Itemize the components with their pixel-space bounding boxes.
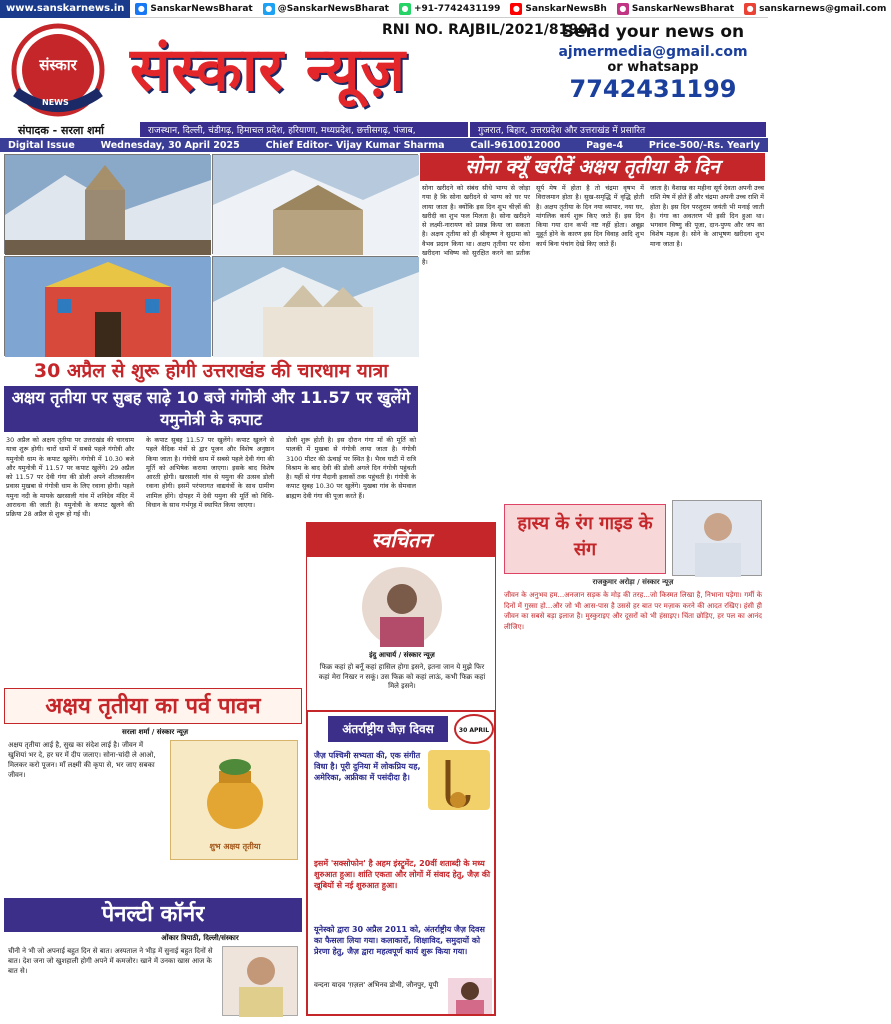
kalash-illustration (170, 740, 298, 860)
swachintan-byline: इंदु आचार्य / संस्कार न्यूज़ (369, 651, 435, 659)
social-item[interactable] (612, 3, 739, 15)
parv-byline: सरला शर्मा / संस्कार न्यूज़ (121, 728, 189, 736)
send-email[interactable]: ajmermedia@gmail.com (558, 44, 748, 60)
send-line: Send your news on (561, 22, 745, 42)
hasya-title: हास्य के रंग गाइड के संग (517, 513, 653, 560)
social-label: SanskarNewsBh (525, 3, 607, 14)
jazz-heading: अंतर्राष्ट्रीय जैज़ दिवस (328, 716, 448, 742)
chief-editor: Chief Editor- Vijay Kumar Sharma (265, 139, 445, 151)
jazz-line-1: जैज़ पश्चिमी सभ्यता की, एक संगीत विधा है। पूरी दुनिया में लोकप्रिय यह, अमेरिका, अफ्रीका में पसंदीदा है। (314, 751, 421, 782)
penalty-author-photo (222, 946, 298, 1016)
chardham-col-1: 30 अप्रैल को अक्षय तृतीया पर उत्तराखंड की चारधाम यात्रा शुरू होगी। चारों धामों में सबसे पहले गंगोत्री और यमुनोत्री धाम के कपाट खुलेंगे। गंगोत्री में 10.30 बजे और यमुनोत्री में 11.57 पर कपाट खुलेंगे। 29 अप्रैल को 11.57 पर देवी गंगा की डोली अपने शीतकालीन प्रवास मुखबा से गंगोत्री धाम के लिए रवाना होगी। पहले यमुना नदी के मायके खरसाली गांव में शनिदेव मंदिर में आराधना की जाती है। यमुनोत्री के कपाट खुलने की प्रक्रिया 28 अप्रैल से शुरू हो गई थी। (6, 436, 134, 519)
newspaper-title: संस्कार न्यूज़ (130, 35, 406, 105)
swachintan-heading: स्वचिंतन (307, 523, 495, 557)
social-label: SanskarNewsBharat (631, 3, 735, 14)
akshaya-headline: सोना क्यूँ खरीदें अक्षय तृतीया के दिन (420, 153, 765, 181)
swachintan-box (306, 522, 496, 732)
states-right: गुजरात, बिहार, उत्तरप्रदेश और उत्तराखंड में प्रसारित (470, 122, 766, 137)
issue-label: Digital Issue (8, 139, 75, 151)
twitter-icon: ● (263, 3, 275, 15)
rni-number: RNI NO. RAJBIL/2021/81903 (382, 22, 598, 38)
page-number: Page-4 (586, 139, 624, 151)
akshaya-col-1: सोना खरीदने को संबंध सीधे भाग्य से जोड़ा गया है कि सोना खरीदने से भाग्य को घर पर लाया जाता है। क्योंकि इस दिन शुभ चीज़ों की खरीदी का शुभ फल मिलता है। सोना खरीदने से लक्ष्मी-नारायण को प्रसन्न किया जा सकता है। अक्षय तृतीया को ही श्रीकृष्ण ने सुदामा को वैभव प्रदान किया था। अक्षय तृतीया पर सोना खरीदना भविष्य को सुरक्षित करने का प्रतीक है। (422, 184, 530, 267)
hasya-byline: राजकुमार अरोड़ा / संस्कार न्यूज़ (592, 578, 674, 586)
akshaya-col-2: सूर्य मेष में होता है तो चंद्रमा वृषभ में विराजमान होता है। सुख-समृद्धि में वृद्धि होती है। अक्षय तृतीया के दिन नया व्यापार, नया घर, मांगलिक कार्य शुरू किए जाते हैं। इस दिन किया गया दान कभी नष्ट नहीं होता। अबूझ मुहूर्त होने के कारण इस दिन विवाह आदि शुभ कार्य बिना पंचांग देखे किए जाते हैं। (536, 184, 644, 248)
social-item[interactable] (394, 3, 505, 15)
instagram-icon: ● (617, 3, 629, 15)
parv-heading: अक्षय तृतीया का पर्व पावन (4, 688, 302, 724)
logo-sub: NEWS (42, 98, 69, 107)
send-or: or whatsapp (607, 60, 699, 75)
social-item[interactable] (739, 3, 891, 15)
editor-name: संपादक - सरला शर्मा (18, 124, 105, 137)
kedarnath-photo (4, 154, 210, 254)
social-item[interactable] (258, 3, 394, 15)
poet-photo (362, 567, 442, 647)
chardham-subhead: अक्षय तृतीया पर सुबह साढ़े 10 बजे गंगोत्री और 11.57 पर खुलेंगे यमुनोत्री के कपाट (4, 386, 418, 432)
send-news-box (540, 22, 766, 120)
call-number: Call-9610012000 (470, 139, 561, 151)
social-label: @SanskarNewsBharat (277, 3, 389, 14)
social-item[interactable] (130, 3, 257, 15)
price: Price-500/-Rs. Yearly (648, 139, 760, 151)
chardham-col-2: के कपाट सुबह 11.57 पर खुलेंगे। कपाट खुलने से पहले वैदिक मंत्रों से द्वार पूजन और विशेष अनुष्ठान किया जाता है। गंगोत्री धाम में सबसे पहले देवी गंगा की मूर्ति को अभिषेक कराया जाएगा। इसके बाद विशेष आरती होगी। खरसाली गांव से यमुना की उत्सव डोली रवाना होगी। इसमें परंपरागत वाद्ययंत्रों के साथ ग्रामीण शामिल होंगे। दोपहर में देवी यमुना की मूर्ति को विधि-विधान के साथ गर्भगृह में स्थापित किया जाएगा। (146, 436, 274, 510)
jazz-date-badge: 30 APRIL (454, 714, 494, 744)
logo (8, 22, 118, 118)
logo-text: संस्कार (39, 56, 77, 74)
social-label: +91-7742431199 (413, 3, 501, 14)
jazz-day-box (306, 710, 496, 1016)
youtube-icon: ● (510, 3, 522, 15)
author-photo (672, 500, 762, 576)
issue-date: Wednesday, 30 April 2025 (100, 139, 240, 151)
social-label: sanskarnews@gmail.com (759, 3, 887, 14)
jazz-line-3: यूनेस्को द्वारा 30 अप्रैल 2011 को, अंतर्राष्ट्रीय जैज़ दिवस का फैसला लिया गया। कलाकारों, शिक्षाविद, समुदायों को प्रेरणा हेतु, जैज़ द्वारा महत्वपूर्ण कार्य शुरू किया गया। (314, 925, 485, 956)
jazz-author-photo (448, 978, 492, 1014)
social-bar (0, 0, 887, 18)
swachintan-poem: फिक्र कहां हो बनूँ कहां हासिल होगा इसने, इतना जान ये मुझे फिर कहां मेरा निखर न सकूं। उस फिक्र को कहां लाऊं, कभी फिक्र कहां मिले इसने। (318, 663, 486, 690)
temple-colorful-photo (4, 256, 210, 356)
site-url[interactable]: www.sanskarnews.in (0, 0, 130, 18)
issue-strip (0, 138, 768, 152)
states-left: राजस्थान, दिल्ली, चंडीगढ़, हिमाचल प्रदेश, हरियाणा, मध्यप्रदेश, छत्तीसगढ़, पंजाब, (140, 122, 468, 137)
chardham-headline: 30 अप्रैल से शुरू होगी उत्तराखंड की चारधाम यात्रा (4, 357, 418, 385)
hasya-heading (504, 504, 666, 574)
parv-poem: अक्षय तृतीया आई है, सुख का संदेश लाई है। जीवन में खुशियां भर दे, हर घर में दीप जलाए। सोना-चांदी ले आओ, मिलकर करो पूजन। माँ लक्ष्मी की कृपा से, भर जाए सबका जीवन। (8, 741, 156, 779)
badrinath-photo (212, 154, 418, 254)
akshaya-col-3: जाता है। वैशाख का महीना सूर्य देवता अपनी उच्च राशि मेष में होते हैं और चंद्रमा अपनी उच्च राशि में होता है। इस दिन परशुराम जयंती भी मनाई जाती है। गंगा का अवतरण भी इसी दिन हुआ था। भगवान विष्णु की पूजा, दान-पुण्य और जप का विशेष महत्व है। सोने के आभूषण खरीदना शुभ माना जाता है। (650, 184, 764, 248)
mail-icon: ● (744, 3, 756, 15)
facebook-icon: ● (135, 3, 147, 15)
penalty-text: चीनी ने भी जो अपनाई बहुत दिन से बात। अस्पताल ने भीड़ में सुनाई बहुत दिनों से बात। देश जना जो खुशहाली होगी अपने में कमजोर। खाने में उनका खास आज के बात से। (8, 947, 213, 975)
kalash-caption: शुभ अक्षय तृतीया (209, 842, 261, 851)
hasya-text: जीवन के अनुभव हम...अनजान सड़क के मोड़ की तरह...जो किस्मत लिखा है, निभाना पड़ेगा। गर्मी के दिनों में गुस्सा हो...और जो भी आस-पास है उससे हर बात पर मज़ाक करने की आदत रखिए। हंसी ही जीवन का सबसे बड़ा इलाज है। मुस्कुराइए और दूसरों को भी हंसाइए। चिंता छोड़िए, हर पल का आनंद लीजिए। (504, 591, 762, 631)
penalty-heading: पेनल्टी कॉर्नर (4, 898, 302, 932)
send-phone[interactable]: 7742431199 (569, 75, 737, 103)
chardham-col-3: डोली शुरू होती है। इस दौरान गंगा माँ की मूर्ति को पालकी में मुखबा से गंगोत्री लाया जाता है। गंगोत्री 3100 मीटर की ऊंचाई पर स्थित है। भैरव घाटी में रात्रि विश्राम के बाद देवी की डोली अगले दिन गंगोत्री पहुंचती है। यहीं से गंगा मैदानी इलाकों तक पहुंचती है। गंगोत्री के कपाट सुबह 10.30 पर खुलेंगे। मुखबा गांव के सेमवाल ब्राह्मण देवी गंगा की पूजा करते हैं। (286, 436, 416, 500)
social-label: SanskarNewsBharat (150, 3, 253, 14)
whatsapp-icon: ● (399, 3, 411, 15)
gangotri-photo (212, 256, 418, 356)
jazz-illustration (428, 750, 490, 810)
jazz-author: वन्दना यादव 'ग़ज़ल' अभिनव डोभी, जौनपुर, यूपी (314, 981, 439, 989)
social-item[interactable] (505, 3, 611, 15)
penalty-byline: ओंकार त्रिपाठी, दिल्ली/संस्कार (161, 934, 239, 942)
jazz-line-2: इसमें 'सक्सोफोन' है अहम इंस्ट्रूमेंट, 20वीं शताब्दी के मध्य शुरुआत हुआ। शांति एकता और लोगों में संवाद हेतु, जैज़ की खूबियों से नई शुरुआत हुआ। (314, 859, 491, 890)
